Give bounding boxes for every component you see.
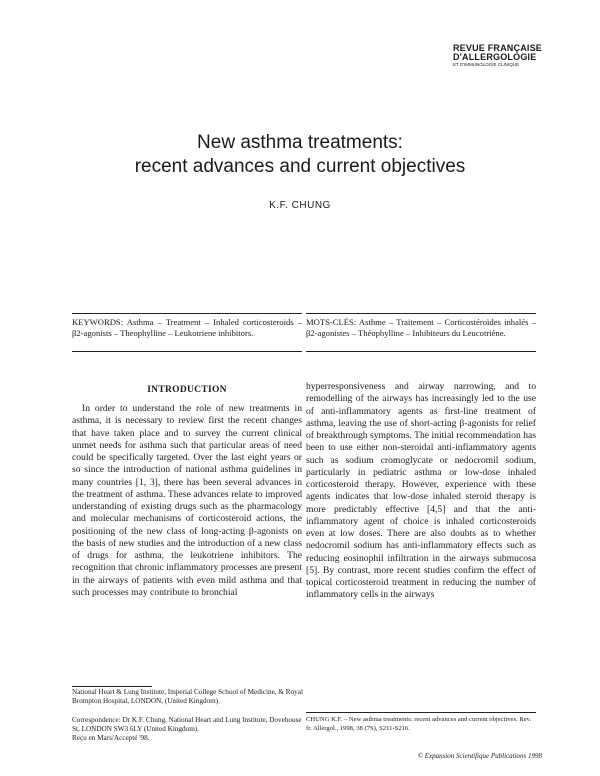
footnote-affiliation: National Heart & Lung Institute, Imperial College School of Medicine, & Royal Brompton Hospital, LONDON, (United Kingdom). xyxy=(72,688,303,705)
author: K.F. CHUNG xyxy=(269,200,331,211)
keywords-en-text: Asthma – Treatment – Inhaled corticosteroids – β2-agonists – Theophylline – Leukotriene inhibitors. xyxy=(72,317,302,338)
journal-name-line2: D'ALLERGOLOGIE xyxy=(452,52,537,62)
keywords-en-label: KEYWORDS: xyxy=(72,317,124,327)
body-column-left: In order to understand the role of new treatments in asthma, it is necessary to review first the recent changes that have taken place and to survey the current clinical unmet needs for asthma such that particular areas of need could be specifically targeted. Over the last eight years or so since the introduction of national asthma guidelines in many countries [1, 3], there has been several advances in the treatment of asthma. These advances relate to improved understanding of existing drugs such as the pharmacology and molecular mechanisms of corticosteroid actions, the positioning of the new class of long-acting β-agonists on the basis of new studies and the introduction of a new class of drugs for asthma, the leukotriene inhibitors. The recognition that chronic inflammatory processes are present in the airways of patients with even mild asthma and that such processes may contribute to bronchial xyxy=(72,403,302,598)
title-line-2: recent advances and current objectives xyxy=(134,156,466,177)
footnote-correspondence: Correspondence: Dr K.F. Chung, National Heart and Lung Institute, Dovehouse St, LONDON SW3 6LY (United Kingdom). xyxy=(72,716,302,733)
footnote-received: Reçu en Mars/Accepté '98. xyxy=(72,734,150,742)
journal-name-line1: REVUE FRANÇAISE xyxy=(452,43,542,53)
keywords-fr-bottom-rule xyxy=(306,351,536,352)
title-line-1: New asthma treatments: xyxy=(197,132,403,153)
journal-name-line3: ET D'IMMUNOLOGIE CLINIQUE xyxy=(452,62,520,67)
keywords-en-rule xyxy=(72,313,302,314)
journal-masthead xyxy=(453,44,542,68)
keywords-en xyxy=(72,317,302,338)
keywords-fr xyxy=(306,317,536,338)
keywords-en-bottom-rule xyxy=(72,351,302,352)
body-column-right: hyperresponsiveness and airway narrowing, and to remodelling of the airways has increasingly led to the use of anti-inflammatory agents as first-line treatment of asthma, leaving the use of short-acting β-agonists for relief of breakthrough symptoms. The initial recommendation has been to use either non-steroidal anti-inflammatory agents such as sodium cromoglycate or nedocromil sodium, particularly in pediatric asthma or low-dose inhaled corticosteroid therapy. However, experience with these agents indicates that low-dose inhaled steroid therapy is more predictably effective [4,5] and that the anti-inflammatory agent of choice is inhaled corticosteroids even at low doses. There are also doubts as to whether nedocromil sodium has anti-inflammatory effects such as reducing eosinophil infiltration in the airways submucosa [5]. By contrast, more recent studies confirm the effect of topical corticosteroid treatment in reducing the number of inflammatory cells in the airways xyxy=(306,381,536,601)
section-heading-introduction: INTRODUCTION xyxy=(147,385,227,395)
article-title xyxy=(0,131,600,179)
keywords-fr-label: MOTS-CLÉS: xyxy=(306,317,357,327)
citation: CHUNG K.F. – New asthma treatments: recent advances and current objectives. Rev. fr. Allergol., 1998, 38 (7S), S211-S216. xyxy=(306,716,532,732)
footnote-rule xyxy=(72,686,152,687)
page-footer: © Expansion Scientifique Publications 1998 xyxy=(417,752,542,760)
citation-rule xyxy=(306,712,536,713)
keywords-fr-text: Asthme – Traitement – Corticostéroïdes inhalés – β2-agonistes – Théophylline – Inhibiteurs du Leucotriène. xyxy=(306,317,536,338)
keywords-fr-rule xyxy=(306,313,536,314)
